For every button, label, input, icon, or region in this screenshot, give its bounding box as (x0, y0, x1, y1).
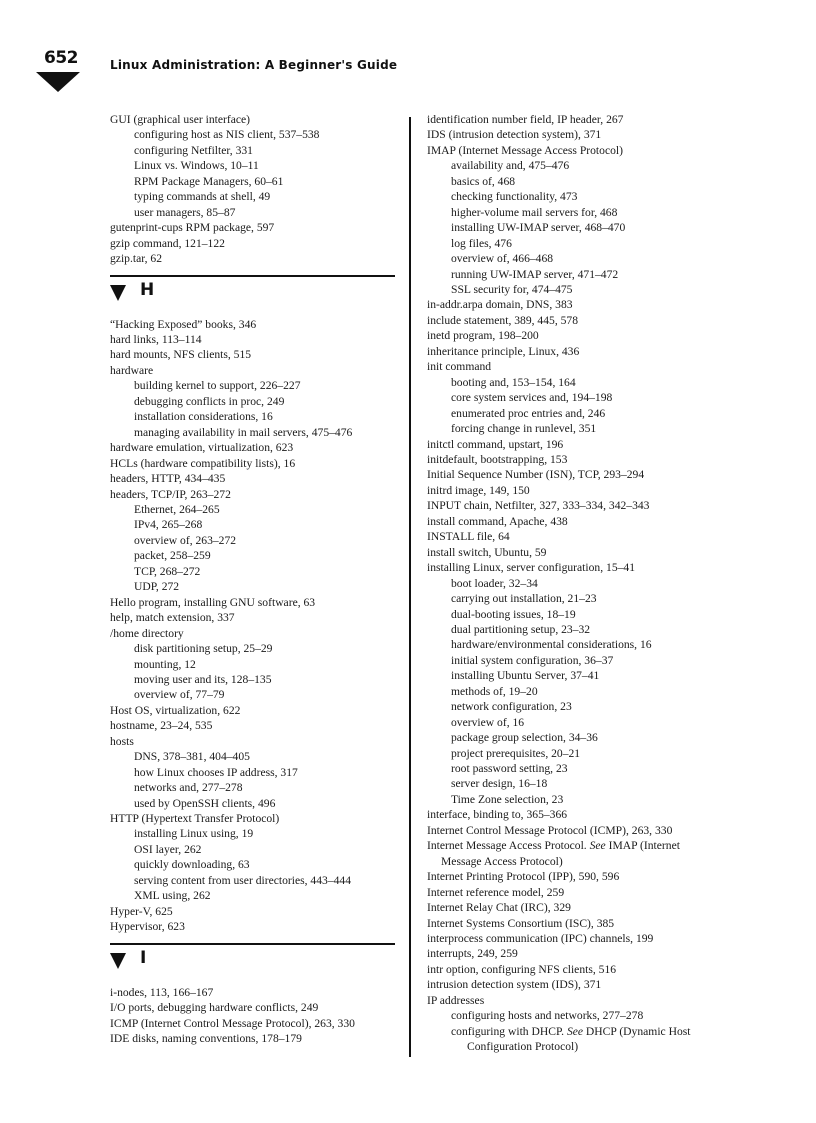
index-subentry: core system services and, 194–198 (451, 391, 613, 405)
index-subentry: forcing change in runlevel, 351 (451, 422, 597, 436)
see-reference: See (566, 1024, 584, 1038)
section-triangle-icon (110, 953, 126, 969)
index-subentry: installing Linux using, 19 (134, 827, 254, 841)
index-entry: inheritance principle, Linux, 436 (427, 344, 580, 358)
index-entry: gzip command, 121–122 (110, 236, 225, 250)
index-subentry: installation considerations, 16 (134, 410, 273, 424)
entry-text: configuring with DHCP. (451, 1024, 567, 1038)
index-subentry: Ethernet, 264–265 (134, 502, 220, 516)
entry-text: Internet Message Access Protocol. (427, 839, 590, 853)
index-subentry: building kernel to support, 226–227 (134, 379, 301, 393)
index-entry: initrd image, 149, 150 (427, 483, 530, 497)
left-column (110, 112, 395, 1046)
index-entry: init command (427, 360, 492, 374)
index-entry: interface, binding to, 365–366 (427, 808, 568, 822)
index-subentry: how Linux chooses IP address, 317 (134, 765, 298, 779)
index-entry: initdefault, bootstrapping, 153 (427, 452, 568, 466)
index-entry: GUI (graphical user interface) (110, 113, 251, 126)
index-subentry: managing availability in mail servers, 475–476 (134, 425, 353, 439)
index-entry: Internet Relay Chat (IRC), 329 (427, 901, 571, 915)
index-subentry: root password setting, 23 (451, 762, 568, 776)
index-entry: HTTP (Hypertext Transfer Protocol) (110, 812, 280, 826)
index-subentry: overview of, 16 (451, 715, 525, 729)
index-subentry: initial system configuration, 36–37 (451, 653, 614, 667)
index-subentry: Linux vs. Windows, 10–11 (134, 159, 259, 173)
index-entry: Host OS, virtualization, 622 (110, 703, 241, 717)
g-entries (110, 112, 395, 267)
index-entry: hardware (110, 363, 154, 377)
column-divider (409, 117, 411, 1057)
section-letter: I (140, 947, 147, 968)
index-subentry: typing commands at shell, 49 (134, 190, 271, 204)
index-subentry: TCP, 268–272 (134, 564, 201, 578)
index-subentry: server design, 16–18 (451, 777, 548, 791)
index-subentry: boot loader, 32–34 (451, 576, 538, 590)
index-entry: Internet Printing Protocol (IPP), 590, 596 (427, 870, 620, 884)
index-entry: /home directory (110, 626, 184, 640)
index-subentry: moving user and its, 128–135 (134, 672, 272, 686)
index-subentry: log files, 476 (451, 236, 512, 250)
index-entry: hostname, 23–24, 535 (110, 719, 213, 733)
index-subentry: configuring Netfilter, 331 (134, 143, 253, 157)
index-subentry: disk partitioning setup, 25–29 (134, 642, 273, 656)
index-entry: headers, HTTP, 434–435 (110, 472, 226, 486)
index-entry: IP addresses (427, 993, 485, 1007)
i-entries (110, 985, 395, 1047)
index-subentry: user managers, 85–87 (134, 205, 236, 219)
index-subentry: SSL security for, 474–475 (451, 282, 573, 296)
index-subentry-see (427, 1024, 727, 1039)
index-entry: intr option, configuring NFS clients, 516 (427, 962, 617, 976)
index-subentry: carrying out installation, 21–23 (451, 592, 597, 606)
index-subentry: basics of, 468 (451, 174, 516, 188)
index-subentry: hardware/environmental considerations, 16 (451, 638, 652, 652)
index-entry: interprocess communication (IPC) channels, 199 (427, 932, 654, 946)
index-entry: HCLs (hardware compatibility lists), 16 (110, 456, 296, 470)
section-header-i (110, 943, 395, 983)
index-subentry: higher-volume mail servers for, 468 (451, 205, 618, 219)
section-header-h (110, 275, 395, 315)
running-title: Linux Administration: A Beginner's Guide (110, 58, 398, 72)
index-subentry: serving content from user directories, 443–444 (134, 873, 352, 887)
index-entry: initctl command, upstart, 196 (427, 437, 564, 451)
index-subentry: RPM Package Managers, 60–61 (134, 174, 284, 188)
index-entry: i-nodes, 113, 166–167 (110, 985, 214, 999)
see-target: DHCP (Dynamic Host (583, 1024, 691, 1038)
index-entry: Hello program, installing GNU software, 63 (110, 595, 316, 609)
index-entry: Hyper-V, 625 (110, 904, 173, 918)
index-subentry: checking functionality, 473 (451, 190, 578, 204)
index-entry: in-addr.arpa domain, DNS, 383 (427, 298, 573, 312)
index-subentry: networks and, 277–278 (134, 781, 243, 795)
index-subentry: booting and, 153–154, 164 (451, 375, 576, 389)
index-entry: include statement, 389, 445, 578 (427, 313, 579, 327)
index-subentry: Time Zone selection, 23 (451, 792, 564, 806)
index-subentry: installing UW-IMAP server, 468–470 (451, 221, 626, 235)
index-subentry: overview of, 466–468 (451, 252, 554, 266)
index-entry: install switch, Ubuntu, 59 (427, 545, 547, 559)
index-entry: installing Linux, server configuration, 15–41 (427, 561, 636, 575)
index-entry-continuation: Message Access Protocol) (441, 854, 563, 868)
header-arrow-icon (36, 72, 80, 92)
index-subentry: availability and, 475–476 (451, 159, 570, 173)
right-entries (427, 112, 727, 838)
index-entry: Internet Control Message Protocol (ICMP), 263, 330 (427, 823, 673, 837)
index-subentry: running UW-IMAP server, 471–472 (451, 267, 619, 281)
index-subentry: used by OpenSSH clients, 496 (134, 796, 276, 810)
index-entry: gutenprint-cups RPM package, 597 (110, 221, 275, 235)
index-subentry: IPv4, 265–268 (134, 518, 203, 532)
index-entry: hardware emulation, virtualization, 623 (110, 441, 294, 455)
index-entry: help, match extension, 337 (110, 611, 235, 625)
index-entry: IDE disks, naming conventions, 178–179 (110, 1032, 302, 1046)
index-entry: Initial Sequence Number (ISN), TCP, 293–294 (427, 468, 645, 482)
index-subentry: debugging conflicts in proc, 249 (134, 394, 285, 408)
h-entries (110, 317, 395, 935)
index-entry: hosts (110, 734, 134, 748)
index-subentry: dual partitioning setup, 23–32 (451, 622, 591, 636)
index-entry: IMAP (Internet Message Access Protocol) (427, 143, 623, 157)
page-number: 652 (44, 48, 78, 68)
index-entry: intrusion detection system (IDS), 371 (427, 978, 602, 992)
see-target: IMAP (Internet (605, 839, 680, 853)
index-entry: hard mounts, NFS clients, 515 (110, 348, 252, 362)
index-subentry: OSI layer, 262 (134, 842, 202, 856)
index-entry: install command, Apache, 438 (427, 514, 568, 528)
index-subentry-continuation: Configuration Protocol) (467, 1040, 579, 1054)
index-entry: INPUT chain, Netfilter, 327, 333–334, 342–343 (427, 499, 650, 513)
index-subentry: XML using, 262 (134, 889, 211, 903)
index-entry: Hypervisor, 623 (110, 920, 185, 934)
section-triangle-icon (110, 285, 126, 301)
index-entry: Internet reference model, 259 (427, 885, 565, 899)
index-subentry: project prerequisites, 20–21 (451, 746, 581, 760)
index-entry: identification number field, IP header, 267 (427, 113, 624, 126)
index-subentry: installing Ubuntu Server, 37–41 (451, 669, 600, 683)
index-subentry: enumerated proc entries and, 246 (451, 406, 606, 420)
index-subentry: configuring hosts and networks, 277–278 (451, 1009, 644, 1023)
index-subentry: UDP, 272 (134, 580, 180, 594)
index-entry: gzip.tar, 62 (110, 252, 163, 266)
index-entry: interrupts, 249, 259 (427, 947, 518, 961)
index-entry: hard links, 113–114 (110, 332, 202, 346)
index-subentry: package group selection, 34–36 (451, 731, 598, 745)
section-letter: H (140, 279, 155, 300)
index-entry: inetd program, 198–200 (427, 329, 539, 343)
right-column (427, 112, 727, 1055)
index-entry: Internet Systems Consortium (ISC), 385 (427, 916, 615, 930)
index-entry: “Hacking Exposed” books, 346 (110, 317, 257, 331)
index-entry-see (427, 838, 727, 853)
index-entry: I/O ports, debugging hardware conflicts, 249 (110, 1001, 319, 1015)
see-reference: See (589, 839, 606, 853)
right-entries-2 (427, 869, 727, 1024)
index-subentry: overview of, 263–272 (134, 533, 237, 547)
index-entry: ICMP (Internet Control Message Protocol), 263, 330 (110, 1016, 355, 1030)
index-subentry: dual-booting issues, 18–19 (451, 607, 576, 621)
index-subentry: mounting, 12 (134, 657, 196, 671)
index-entry: headers, TCP/IP, 263–272 (110, 487, 231, 501)
index-subentry: configuring host as NIS client, 537–538 (134, 128, 320, 142)
index-entry: INSTALL file, 64 (427, 530, 510, 544)
index-subentry: network configuration, 23 (451, 700, 572, 714)
index-subentry: overview of, 77–79 (134, 688, 225, 702)
index-subentry: quickly downloading, 63 (134, 858, 250, 872)
index-subentry: DNS, 378–381, 404–405 (134, 750, 250, 764)
index-entry: IDS (intrusion detection system), 371 (427, 128, 602, 142)
index-subentry: packet, 258–259 (134, 549, 211, 563)
index-subentry: methods of, 19–20 (451, 684, 538, 698)
